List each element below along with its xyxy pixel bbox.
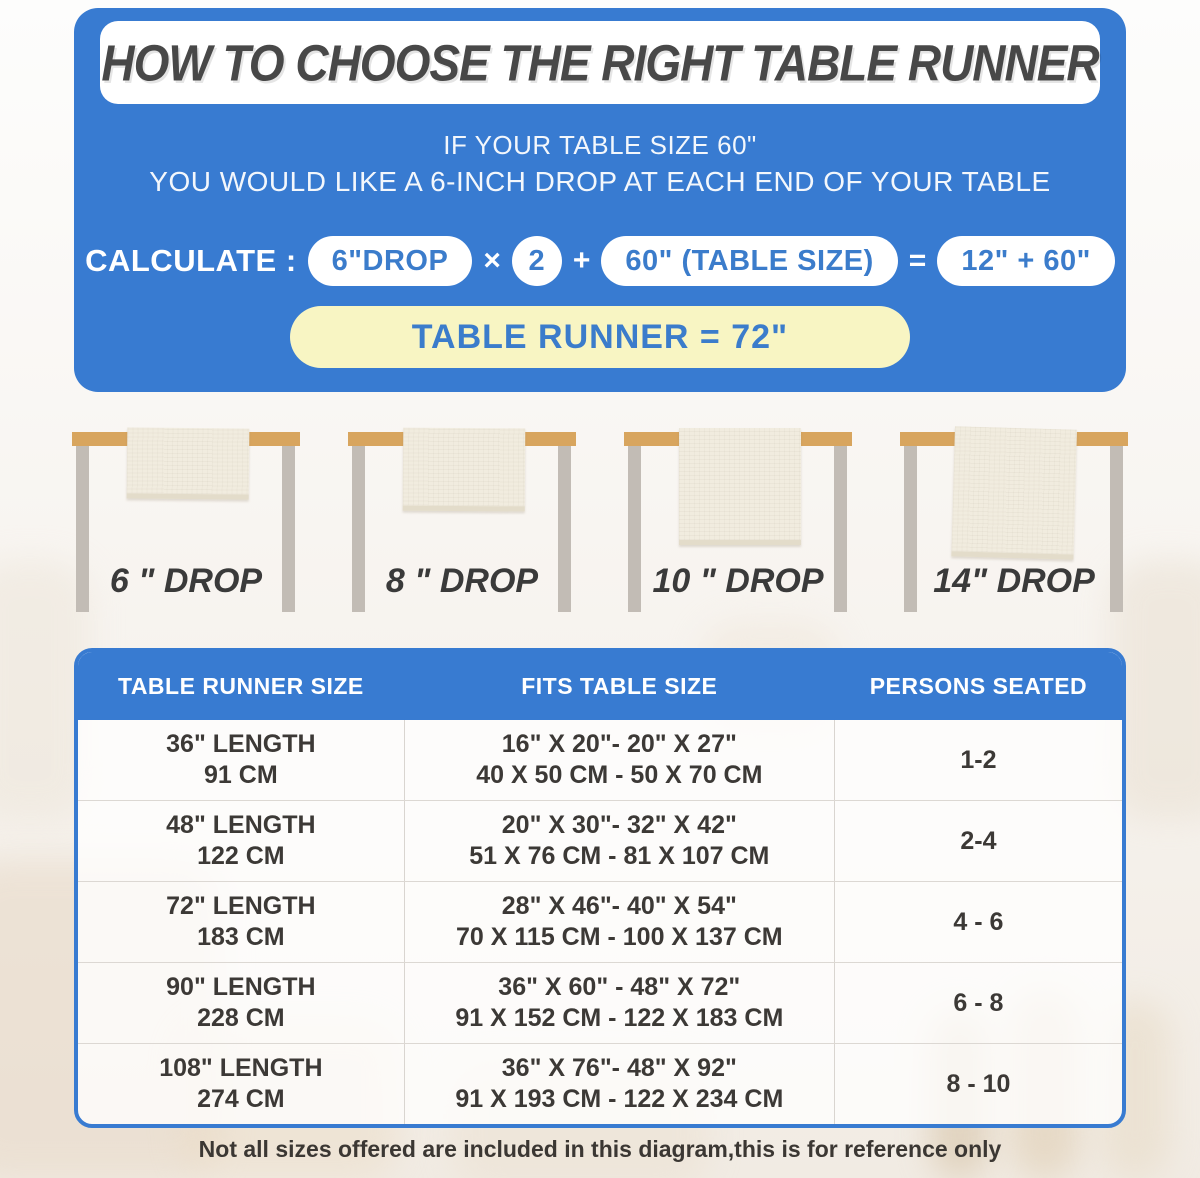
subtitle-line-2: YOU WOULD LIKE A 6-INCH DROP AT EACH END OF YOUR TABLE	[149, 166, 1051, 197]
persons-cell: 2-4	[960, 826, 997, 855]
runner-size-cell	[78, 729, 404, 791]
table-figure-8-drop	[348, 430, 576, 626]
runner-size-inches: 36" LENGTH	[166, 730, 316, 758]
table-leg	[76, 444, 89, 612]
fits-cm: 70 X 115 CM - 100 X 137 CM	[456, 923, 783, 951]
runner-8-drop	[403, 428, 526, 512]
table-row	[78, 800, 1122, 881]
fits-inches: 28" X 46"- 40" X 54"	[501, 892, 737, 920]
table-row	[78, 881, 1122, 962]
table-leg	[282, 444, 295, 612]
fits-inches: 16" X 20"- 20" X 27"	[501, 730, 737, 758]
hero-banner	[74, 8, 1126, 392]
reference-note: Not all sizes offered are included in this diagram,this is for reference only	[198, 1136, 1002, 1162]
table-row	[78, 962, 1122, 1043]
runner-size-cell	[78, 972, 404, 1034]
fits-cm: 40 X 50 CM - 50 X 70 CM	[476, 761, 763, 789]
drop-label: 14" DROP	[933, 562, 1095, 600]
sum-pill: 12" + 60"	[937, 236, 1115, 286]
runner-size-cm: 183 CM	[197, 923, 285, 951]
fits-table-cell	[404, 963, 835, 1043]
fits-cm: 91 X 193 CM - 122 X 234 CM	[455, 1085, 784, 1113]
persons-cell: 1-2	[960, 745, 997, 774]
table-figure-14-drop	[900, 430, 1128, 626]
fits-table-cell	[404, 1044, 835, 1124]
table-leg	[834, 444, 847, 612]
runner-size-cm: 122 CM	[197, 842, 285, 870]
runner-size-inches: 108" LENGTH	[159, 1054, 323, 1082]
multiply-operator: ×	[483, 244, 501, 277]
drop-illustrations	[72, 430, 1128, 626]
runner-size-cm: 274 CM	[197, 1085, 285, 1113]
table-figure-10-drop	[624, 430, 852, 626]
fits-inches: 36" X 60" - 48" X 72"	[498, 973, 741, 1001]
table-row	[78, 1043, 1122, 1124]
table-leg	[904, 444, 917, 612]
multiplier-pill: 2	[512, 236, 562, 286]
page-title: HOW TO CHOOSE THE RIGHT TABLE RUNNER	[101, 33, 1099, 92]
subtitle-line-1: IF YOUR TABLE SIZE 60"	[443, 130, 757, 160]
runner-size-cm: 228 CM	[197, 1004, 285, 1032]
table-row	[78, 720, 1122, 800]
table-leg	[352, 444, 365, 612]
fits-inches: 20" X 30"- 32" X 42"	[501, 811, 737, 839]
persons-cell: 8 - 10	[946, 1069, 1011, 1098]
calculation-formula	[74, 236, 1126, 286]
persons-cell: 6 - 8	[953, 988, 1004, 1017]
plus-operator: +	[572, 244, 591, 277]
result-row	[74, 306, 1126, 368]
table-leg	[628, 444, 641, 612]
fits-table-cell	[404, 882, 835, 962]
fits-cm: 51 X 76 CM - 81 X 107 CM	[469, 842, 770, 870]
header-runner-size: TABLE RUNNER SIZE	[117, 672, 364, 699]
drop-label: 6 " DROP	[109, 562, 263, 600]
table-leg	[558, 444, 571, 612]
runner-size-inches: 90" LENGTH	[166, 973, 316, 1001]
persons-cell: 4 - 6	[953, 907, 1004, 936]
table-leg	[1110, 444, 1123, 612]
fits-table-cell	[404, 720, 835, 800]
runner-size-cell	[78, 810, 404, 872]
runner-14-drop	[951, 426, 1077, 559]
runner-size-cm: 91 CM	[204, 761, 278, 789]
runner-10-drop	[679, 428, 801, 545]
fits-cm: 91 X 152 CM - 122 X 183 CM	[455, 1004, 784, 1032]
size-chart-body	[78, 720, 1122, 1124]
runner-size-inches: 72" LENGTH	[166, 892, 316, 920]
drop-value-pill: 6"DROP	[308, 236, 473, 286]
title-box	[100, 21, 1100, 104]
drop-label: 10 " DROP	[652, 562, 824, 600]
runner-size-cell	[78, 1053, 404, 1115]
runner-result-pill: TABLE RUNNER = 72"	[290, 306, 910, 368]
equals-operator: =	[908, 244, 927, 277]
header-persons-seated: PERSONS SEATED	[869, 672, 1088, 699]
fits-inches: 36" X 76"- 48" X 92"	[501, 1054, 737, 1082]
fits-table-cell	[404, 801, 835, 881]
header-fits-table-size: FITS TABLE SIZE	[521, 672, 718, 699]
drop-label: 8 " DROP	[385, 562, 539, 600]
size-chart-header	[78, 652, 1122, 720]
runner-6-drop	[127, 427, 250, 499]
size-chart	[74, 648, 1126, 1128]
runner-size-inches: 48" LENGTH	[166, 811, 316, 839]
calculate-label: CALCULATE :	[85, 243, 297, 278]
runner-size-cell	[78, 891, 404, 953]
table-figure-6-drop	[72, 430, 300, 626]
table-size-pill: 60" (TABLE SIZE)	[601, 236, 897, 286]
